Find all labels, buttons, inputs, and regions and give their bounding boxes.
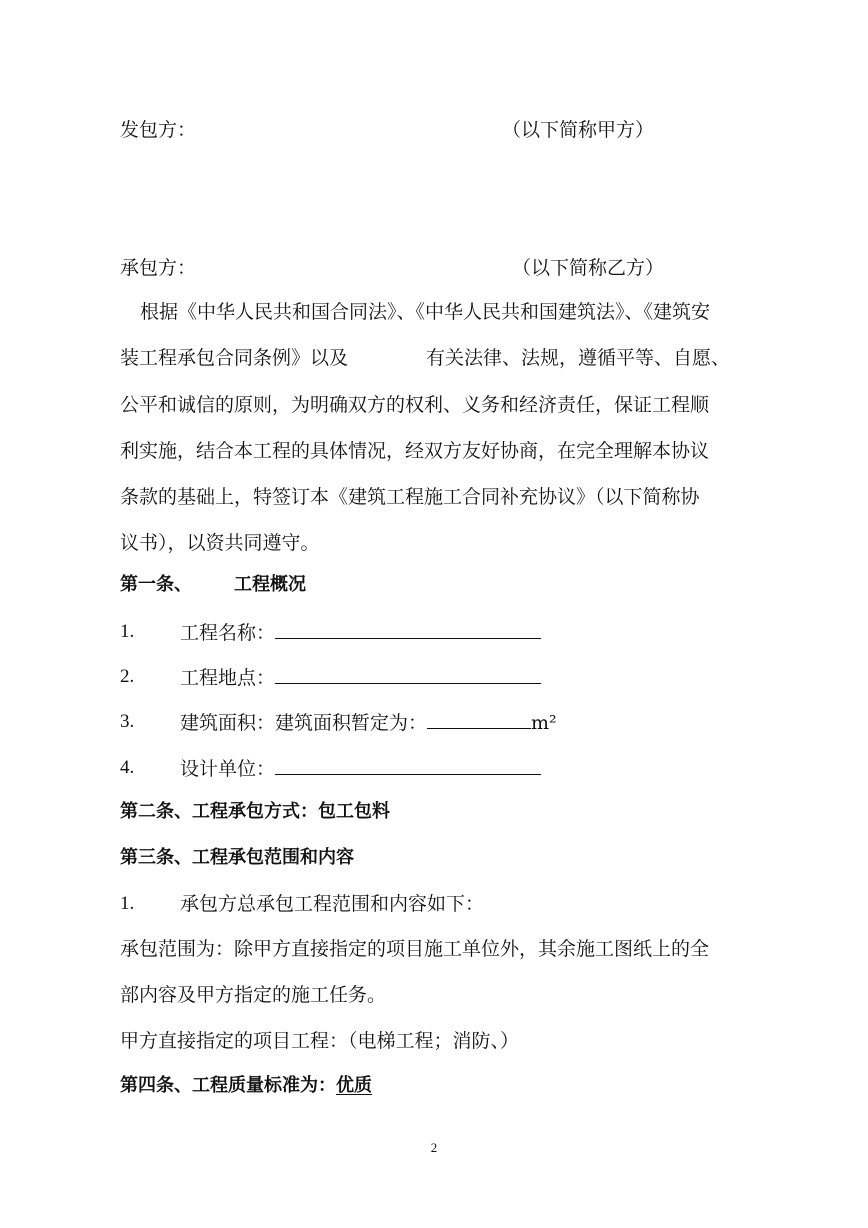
preamble-line-6: 议书），以资共同遵守。 xyxy=(120,532,320,554)
building-area-blank xyxy=(427,710,531,729)
article-1-heading: 第一条、 xyxy=(120,574,192,595)
preamble-line-2b: 有关法律、法规，遵循平等、自愿、 xyxy=(426,347,731,369)
article-2-heading: 第二条、工程承包方式：包工包料 xyxy=(120,801,390,822)
project-location-label: 工程地点： xyxy=(180,667,276,689)
article-3-heading: 第三条、工程承包范围和内容 xyxy=(120,847,354,868)
building-area-row xyxy=(180,710,557,735)
page-number: 2 xyxy=(430,1140,438,1155)
item-number: 4. xyxy=(120,757,135,778)
project-location-blank xyxy=(275,665,541,684)
design-unit-label: 设计单位： xyxy=(180,758,276,780)
employer-label: 发包方： xyxy=(120,119,197,141)
design-unit-row xyxy=(180,756,541,781)
project-name-row xyxy=(180,620,541,645)
area-unit: m² xyxy=(531,712,557,734)
scope-line-2: 部内容及甲方指定的施工任务。 xyxy=(120,984,387,1006)
article-4-heading xyxy=(120,1074,372,1098)
project-location-row xyxy=(180,665,541,690)
preamble-line-1: 根据《中华人民共和国合同法》、《中华人民共和国建筑法》、《建筑安 xyxy=(140,301,711,323)
contractor-label: 承包方： xyxy=(120,257,197,279)
designated-projects: 甲方直接指定的项目工程：（电梯工程；消防、） xyxy=(120,1030,520,1052)
item-number: 1. xyxy=(120,621,135,642)
preamble-line-5: 条款的基础上，特签订本《建筑工程施工合同补充协议》（以下简称协 xyxy=(120,486,700,508)
article-1-title: 工程概况 xyxy=(234,574,306,595)
article-4-label: 第四条、工程质量标准为： xyxy=(120,1075,336,1096)
contractor-note: （以下简称乙方） xyxy=(512,257,665,279)
quality-standard: 优质 xyxy=(336,1075,372,1096)
project-name-label: 工程名称： xyxy=(180,622,276,644)
preamble-line-4: 利实施，结合本工程的具体情况，经双方友好协商，在完全理解本协议 xyxy=(120,440,710,462)
employer-note: （以下简称甲方） xyxy=(502,119,655,141)
preamble-line-2a: 装工程承包合同条例》以及 xyxy=(120,347,349,369)
item-number: 3. xyxy=(120,711,135,732)
item-number: 2. xyxy=(120,666,135,687)
project-name-blank xyxy=(275,620,541,639)
item-number: 1. xyxy=(120,893,135,914)
scope-line-1: 承包范围为：除甲方直接指定的项目施工单位外，其余施工图纸上的全 xyxy=(120,938,710,960)
building-area-label: 建筑面积：建筑面积暂定为： xyxy=(180,712,428,734)
preamble-line-3: 公平和诚信的原则，为明确双方的权利、义务和经济责任，保证工程顺 xyxy=(120,394,710,416)
design-unit-blank xyxy=(275,756,541,775)
scope-intro: 承包方总承包工程范围和内容如下： xyxy=(180,893,485,915)
